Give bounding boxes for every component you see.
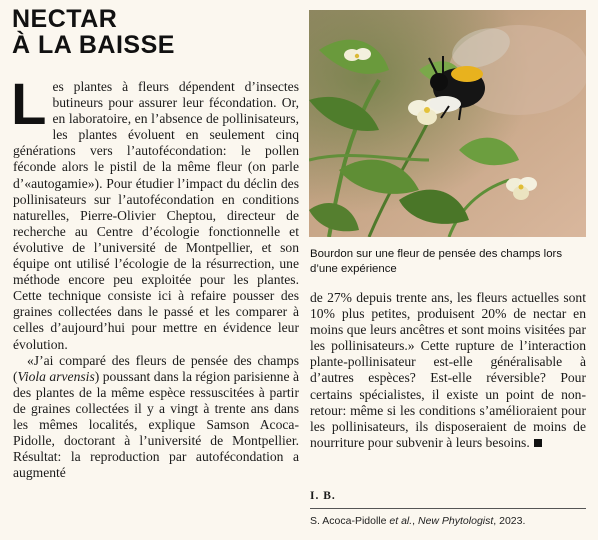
title-line-1: NECTAR	[12, 5, 118, 33]
paragraph-2	[13, 353, 299, 482]
paragraph-3-text: de 27% depuis trente ans, les fleurs actuelles sont 10% plus petites, produisent 20% de nectar en moins que leurs ancêtres et sont moins visitées par les pollinisateurs.» Cette rupture de l’interaction plante-pollinisateur est-elle généralisable à d’autres espèces? Est-elle réversible? Pour certains spécialistes, il existe un point de non-retour: même si les conditions s’amélioraient pour les pollinisateurs, ils disposeraient de moins de nourriture pour subvenir à leurs besoins.	[310, 290, 586, 450]
paragraph-1-text: es plantes à fleurs dépendent d’insectes butineurs pour assurer leur fécondation. Or, en laboratoire, en l’absence de pollinisateurs, les plantes évoluent en seulement cinq générations vers l’autofécondation: le pollen féconde alors le pistil de la même fleur (on parle d’«autogamie»). Pour étudier l’impact du déclin des pollinisateurs sur l’autofécondation en conditions naturelles, Pierre-Olivier Cheptou, directeur de recherche au Centre d’écologie fonctionnelle et évolutive de l’université de Montpellier, et son équipe ont utilisé l’écologie de la résurrection, une méthode encore peu exploitée pour les plantes. Cette technique consiste ici à refaire pousser des graines collectées dans le passé et les comparer à celles d’aujourd’hui pour mettre en évidence leur évolution.	[13, 79, 299, 352]
bumblebee-photo	[309, 10, 586, 237]
source-separator: ,	[412, 515, 418, 527]
paragraph-2-text-b: ) poussant dans la région parisienne à des plantes de la même espèce ressuscitées à partir de graines collectées il y a vingt à trente ans dans les mêmes localités, explique Samson Acoca-Pidolle, doctorant à l’université de Montpellier. Résultat: la reproduction par autofécondation a augmenté	[13, 368, 299, 481]
drop-cap: L	[11, 72, 47, 137]
source-journal: New Phytologist	[418, 515, 494, 527]
species-name: Viola arvensis	[17, 368, 95, 384]
paragraph-3	[310, 290, 586, 451]
end-of-article-square-icon	[534, 439, 542, 447]
article-column-left	[11, 72, 299, 481]
source-authors: S. Acoca-Pidolle	[310, 515, 390, 527]
bumblebee-flower-image	[309, 10, 586, 237]
title-line-2: À LA BAISSE	[12, 31, 175, 59]
source-citation	[310, 515, 525, 527]
divider	[310, 508, 586, 509]
paragraph-2-text-a: «J’ai comparé des fleurs de pensée des champs (	[13, 352, 299, 384]
source-etal: et al.	[389, 515, 413, 527]
article-title	[12, 6, 292, 58]
paragraph-1	[11, 72, 299, 353]
photo-caption: Bourdon sur une fleur de pensée des champs lors d’une expérience	[310, 248, 563, 275]
source-year: , 2023.	[493, 515, 526, 527]
author-initials: I. B.	[310, 490, 336, 502]
article-column-right	[310, 290, 586, 451]
